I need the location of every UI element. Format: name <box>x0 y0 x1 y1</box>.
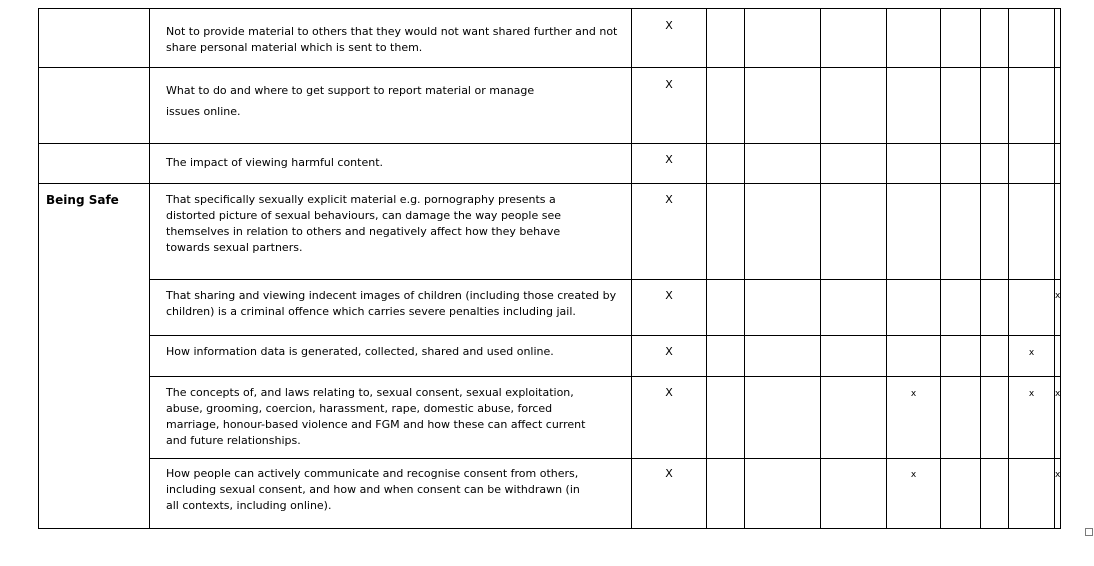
mark-cell <box>981 377 1009 459</box>
mark-cell <box>941 68 981 144</box>
table-row <box>39 336 1061 377</box>
mark-cell <box>745 144 821 184</box>
mark-cell <box>707 377 745 459</box>
mark-cell <box>707 144 745 184</box>
topic-text: The impact of viewing harmful content. <box>166 156 384 169</box>
mark-cell <box>941 459 981 529</box>
mark-cell <box>745 280 821 336</box>
table-row <box>39 68 1061 144</box>
category-cell <box>39 9 150 68</box>
table-row <box>39 9 1061 68</box>
mark-cell <box>745 9 821 68</box>
mark-cell <box>887 144 941 184</box>
mark-cell <box>941 336 981 377</box>
mark-cell: X <box>632 377 707 459</box>
mark-cell: x <box>1009 377 1055 459</box>
category-cell <box>39 144 150 184</box>
mark-cell <box>745 459 821 529</box>
mark-cell: X <box>632 144 707 184</box>
mark-cell <box>887 9 941 68</box>
mark-cell: x <box>1009 336 1055 377</box>
topic-text: Not to provide material to others that they would not want shared further and not share personal material which is sent to them. <box>166 25 618 54</box>
topic-cell <box>150 459 632 529</box>
mark-cell <box>707 68 745 144</box>
mark-cell: X <box>632 459 707 529</box>
mark-cell <box>1055 144 1061 184</box>
mark-cell <box>1009 144 1055 184</box>
mark-cell <box>1055 336 1061 377</box>
mark-cell <box>1055 184 1061 280</box>
mark-cell <box>981 68 1009 144</box>
mark-cell <box>707 184 745 280</box>
mark-cell <box>707 336 745 377</box>
topic-text: How people can actively communicate and recognise consent from others, including sexual consent, and how and when consent can be withdrawn (in all contexts, including online). <box>166 467 580 512</box>
topic-cell <box>150 9 632 68</box>
category-cell <box>39 184 150 529</box>
mark-cell <box>745 68 821 144</box>
mark-cell <box>1009 184 1055 280</box>
mark-cell: X <box>632 280 707 336</box>
mark-cell: x <box>1055 459 1061 529</box>
mark-cell <box>745 377 821 459</box>
mark-cell <box>941 9 981 68</box>
category-cell <box>39 68 150 144</box>
topic-cell <box>150 377 632 459</box>
mark-cell <box>981 144 1009 184</box>
mark-cell <box>981 459 1009 529</box>
mark-cell <box>1009 68 1055 144</box>
mark-cell <box>981 336 1009 377</box>
mark-cell <box>941 377 981 459</box>
mark-cell <box>707 9 745 68</box>
topic-text: What to do and where to get support to report material or manage issues online. <box>166 84 535 118</box>
mark-cell <box>981 9 1009 68</box>
table-row <box>39 280 1061 336</box>
mark-cell <box>887 280 941 336</box>
table-row <box>39 377 1061 459</box>
mark-cell <box>1009 9 1055 68</box>
table-row <box>39 184 1061 280</box>
mark-cell: x <box>887 377 941 459</box>
topic-cell <box>150 68 632 144</box>
mark-cell <box>887 184 941 280</box>
mark-cell: x <box>1055 280 1061 336</box>
mark-cell <box>821 377 887 459</box>
topic-cell <box>150 336 632 377</box>
mark-cell: x <box>887 459 941 529</box>
mark-cell <box>821 280 887 336</box>
topic-text: That sharing and viewing indecent images of children (including those created by children) is a criminal offence which carries severe penalties including jail. <box>166 289 617 318</box>
topic-text: How information data is generated, collected, shared and used online. <box>166 345 554 358</box>
curriculum-table <box>38 8 1061 529</box>
mark-cell: X <box>632 336 707 377</box>
mark-cell <box>745 184 821 280</box>
mark-cell <box>707 280 745 336</box>
mark-cell <box>887 68 941 144</box>
topic-text: The concepts of, and laws relating to, sexual consent, sexual exploitation, abuse, grooming, coercion, harassment, rape, domestic abuse, forced marriage, honour-based violence and FGM and how these can affect current and future relationships. <box>166 386 586 447</box>
topic-cell <box>150 280 632 336</box>
mark-cell <box>821 459 887 529</box>
mark-cell: X <box>632 9 707 68</box>
mark-cell <box>1055 68 1061 144</box>
mark-cell <box>821 9 887 68</box>
mark-cell <box>745 336 821 377</box>
mark-cell <box>707 459 745 529</box>
mark-cell <box>941 144 981 184</box>
category-label: Being Safe <box>46 193 119 207</box>
mark-cell <box>981 280 1009 336</box>
mark-cell <box>941 184 981 280</box>
mark-cell: x <box>1055 377 1061 459</box>
mark-cell <box>821 144 887 184</box>
mark-cell <box>981 184 1009 280</box>
topic-text: That specifically sexually explicit material e.g. pornography presents a distorted picture of sexual behaviours, can damage the way people see themselves in relation to others and negatively affect how they behave towards sexual partners. <box>166 193 561 254</box>
mark-cell <box>1009 459 1055 529</box>
mark-cell <box>941 280 981 336</box>
mark-cell <box>821 184 887 280</box>
table-resize-handle[interactable] <box>1085 528 1093 536</box>
topic-cell <box>150 144 632 184</box>
table-row <box>39 144 1061 184</box>
mark-cell <box>821 336 887 377</box>
mark-cell <box>887 336 941 377</box>
table-row <box>39 459 1061 529</box>
mark-cell <box>1055 9 1061 68</box>
mark-cell <box>1009 280 1055 336</box>
mark-cell <box>821 68 887 144</box>
topic-cell <box>150 184 632 280</box>
mark-cell: X <box>632 68 707 144</box>
mark-cell: X <box>632 184 707 280</box>
